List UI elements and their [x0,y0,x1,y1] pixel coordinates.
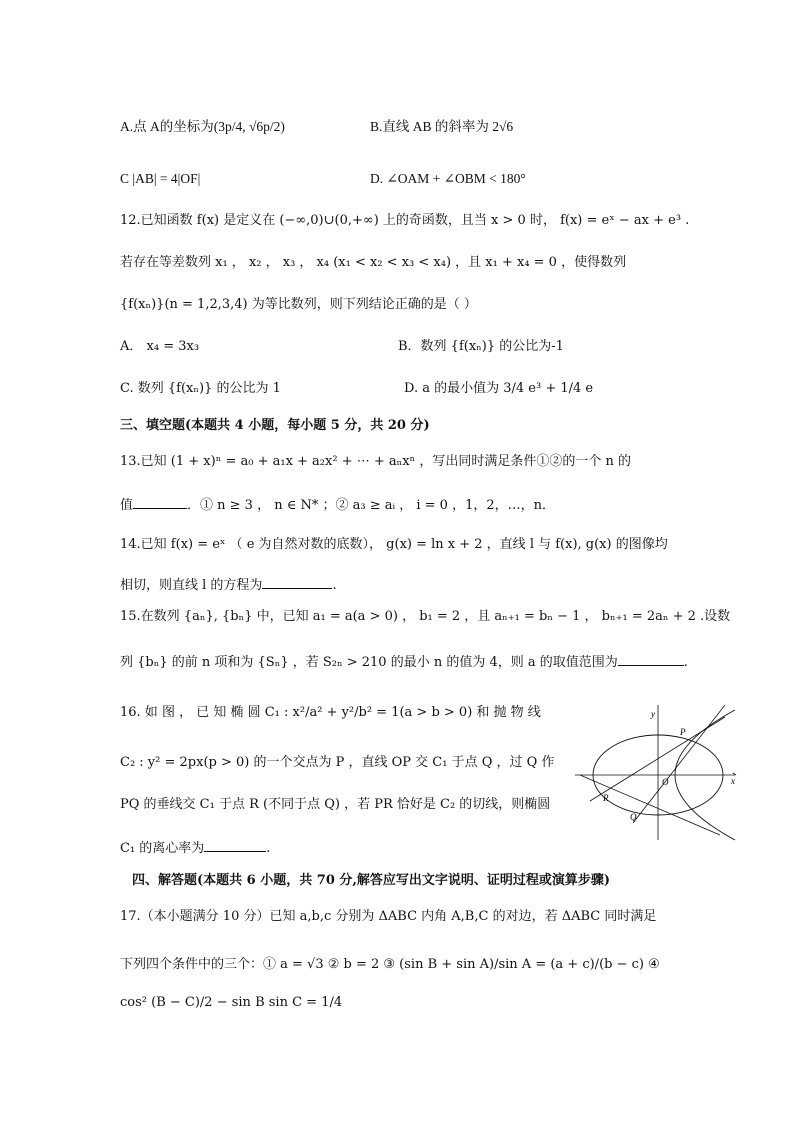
q17-line2: 下列四个条件中的三个：① a = √3 ② b = 2 ③ (sin B + sin A)/sin A = (a + c)/(b − c) ④ [120,957,660,972]
ellipse-parabola-figure [575,705,750,845]
q11-option-b: B.直线 AB 的斜率为 2√6 [370,119,514,134]
q12-option-c: C. 数列 {f(xₙ)} 的公比为 1 [120,381,281,396]
line-qr [580,775,720,835]
q15-line1: 15.在数列 {aₙ}, {bₙ} 中，已知 a₁ = a(a > 0) ， b₁ = 2 ，且 aₙ₊₁ = bₙ − 1 ， bₙ₊₁ = 2aₙ + 2 .设数 [120,609,731,624]
q15-line2 [120,653,688,669]
q12-option-d: D. a 的最小值为 3/4 e³ + 1/4 e [404,381,594,396]
q12-option-a: A． x₄ = 3x₃ [120,339,200,354]
q13-line2-conditions: ．① n ≥ 3 ， n ∈ N* ；② a₃ ≥ aᵢ ， i = 0 ，1，2，…，n． [187,498,555,513]
label-o: O [662,777,669,787]
q12-stem-line2: 若存在等差数列 x₁ ， x₂ ， x₃ ， x₄ (x₁ < x₂ < x₃ < x₄) ，且 x₁ + x₄ = 0 ，使得数列 [120,255,627,270]
label-p: P [680,727,686,737]
section-3-heading: 三、填空题(本题共 4 小题，每小题 5 分，共 20 分) [120,418,430,433]
q17-line3: cos² (B − C)/2 − sin B sin C = 1/4 [120,995,343,1010]
section-4-heading: 四、解答题(本题共 6 小题，共 70 分,解答应写出文字说明、证明过程或演算步骤) [132,873,611,888]
q14-answer-blank[interactable] [262,576,332,589]
label-y: y [651,709,655,719]
q16-line4-end: . [266,841,271,856]
line-op [633,705,725,823]
q15-line2-text: 列 {bₙ} 的前 n 项和为 {Sₙ} ，若 S₂ₙ > 210 的最小 n 的值为 4，则 a 的取值范围为 [120,655,618,670]
q14-line2-text: 相切，则直线 l 的方程为 [120,578,263,593]
q16-line1: 16. 如 图 ， 已 知 椭 圆 C₁ : x²/a² + y²/b² = 1(a > b > 0) 和 抛 物 线 [120,705,541,720]
q16-line3: PQ 的垂线交 C₁ 于点 R (不同于点 Q) ，若 PR 恰好是 C₂ 的切线，则椭圆 [120,797,551,812]
q15-answer-blank[interactable] [618,653,684,666]
q11-option-a: A.点 A的坐标为(3p/4, √6p/2) [120,119,285,134]
q12-stem-line1: 12.已知函数 f(x) 是定义在 (−∞,0)∪(0,+∞) 上的奇函数，且当 x > 0 时， f(x) = eˣ − ax + e³ . [120,213,690,228]
q14-line2-end: . [332,578,337,593]
q12-option-b: B．数列 {f(xₙ)} 的公比为-1 [398,339,564,354]
q12-stem-line3: {f(xₙ)}(n = 1,2,3,4) 为等比数列，则下列结论正确的是（ ） [120,297,477,312]
q13-answer-blank[interactable] [133,496,187,509]
label-r: R [603,793,609,803]
q15-line2-end: . [683,655,688,670]
q14-line2 [120,576,337,592]
q17-line1: 17.（本小题满分 10 分）已知 a,b,c 分别为 ΔABC 内角 A,B,C 的对边，若 ΔABC 同时满足 [120,909,657,924]
q16-line4-text: C₁ 的离心率为 [120,841,205,856]
q14-line1: 14.已知 f(x) = eˣ （ e 为自然对数的底数）， g(x) = ln x + 2 ，直线 l 与 f(x), g(x) 的图像均 [120,537,668,552]
q16-line4 [120,839,270,855]
label-q: Q [630,812,637,822]
tangent-pr [590,717,725,801]
label-x: x [731,776,735,786]
q13-line2 [120,496,555,512]
q13-line2-start: 值 [120,498,134,513]
q11-option-d: D. ∠OAM + ∠OBM < 180° [370,171,526,186]
q11-option-c: C |AB| = 4|OF| [120,171,201,186]
q16-line2: C₂ : y² = 2px(p > 0) 的一个交点为 P ，直线 OP 交 C₁ 于点 Q ，过 Q 作 [120,755,555,770]
q16-answer-blank[interactable] [204,839,266,852]
q13-line1: 13.已知 (1 + x)ⁿ = a₀ + a₁x + a₂x² + ⋯ + aₙxⁿ ，写出同时满足条件①②的一个 n 的 [120,454,631,469]
